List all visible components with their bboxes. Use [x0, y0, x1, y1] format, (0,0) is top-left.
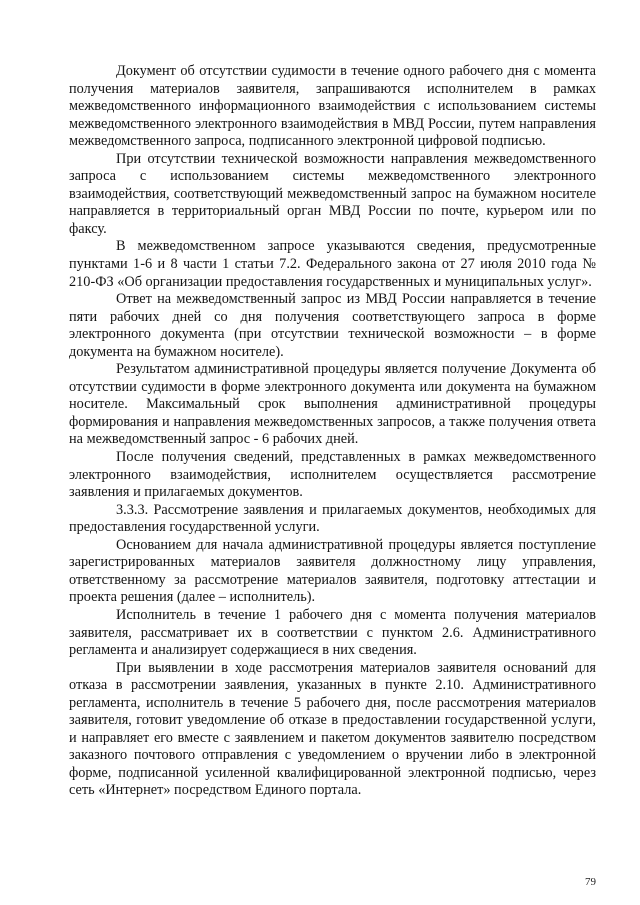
paragraph-9: При выявлении в ходе рассмотрения материалов заявителя оснований для отказа в рассмотрении заявления, указанных в пункте 2.10. Административного регламента, исполнитель в течение 5 рабочего дня, после рассмотрения материалов заявителя, готовит уведомление об отказе в предоставлении государственной услуги, и направляет его вместе с заявлением и пакетом документов заявителю посредством заказного почтового отправления с уведомлением о вручении либо в электронной форме, подписанной усиленной квалифицированной электронной подписью, через сеть «Интернет» посредством Единого портала. — [69, 659, 596, 799]
paragraph-2: При отсутствии технической возможности направления межведомственного запроса с использованием системы межведомственного электронного взаимодействия, соответствующий межведомственный запрос на бумажном носителе направляется в территориальный орган МВД России по почте, курьером или по факсу. — [69, 150, 596, 237]
paragraph-8: Исполнитель в течение 1 рабочего дня с момента получения материалов заявителя, рассматривает их в соответствии с пунктом 2.6. Административного регламента и анализирует содержащиеся в них сведения. — [69, 606, 596, 659]
paragraph-6: После получения сведений, представленных в рамках межведомственного электронного взаимодействия, исполнителем осуществляется рассмотрение заявления и прилагаемых документов. — [69, 449, 596, 501]
body-text — [69, 63, 596, 800]
paragraph-3: В межведомственном запросе указываются сведения, предусмотренные пунктами 1-6 и 8 части 1 статьи 7.2. Федерального закона от 27 июля 2010 года № 210-ФЗ «Об организации предоставления государственных и муниципальных услуг». — [69, 238, 596, 290]
paragraph-5: Результатом административной процедуры является получение Документа об отсутствии судимости в форме электронного документа или документа на бумажном носителе. Максимальный срок выполнения административной процедуры формирования и направления межведомственных запросов, а также получения ответа на межведомственный запрос - 6 рабочих дней. — [69, 361, 596, 448]
paragraph-7: Основанием для начала административной процедуры является поступление зарегистрированных материалов заявителя должностному лицу управления, ответственному за рассмотрение материалов заявителя, подготовку аттестации и проекта решения (далее – исполнитель). — [69, 536, 596, 606]
page-number: 79 — [585, 876, 596, 888]
section-heading-3-3-3: 3.3.3. Рассмотрение заявления и прилагаемых документов, необходимых для предоставления государственной услуги. — [69, 501, 596, 536]
paragraph-4: Ответ на межведомственный запрос из МВД России направляется в течение пяти рабочих дней со дня получения соответствующего запроса в форме электронного документа (при отсутствии технической возможности – в форме документа на бумажном носителе). — [69, 291, 596, 360]
paragraph-1: Документ об отсутствии судимости в течение одного рабочего дня с момента получения материалов заявителя, запрашиваются исполнителем в рамках межведомственного информационного взаимодействия с использованием системы межведомственного электронного взаимодействия в МВД России, путем направления межведомственного запроса, подписанного электронной цифровой подписью. — [69, 63, 596, 150]
